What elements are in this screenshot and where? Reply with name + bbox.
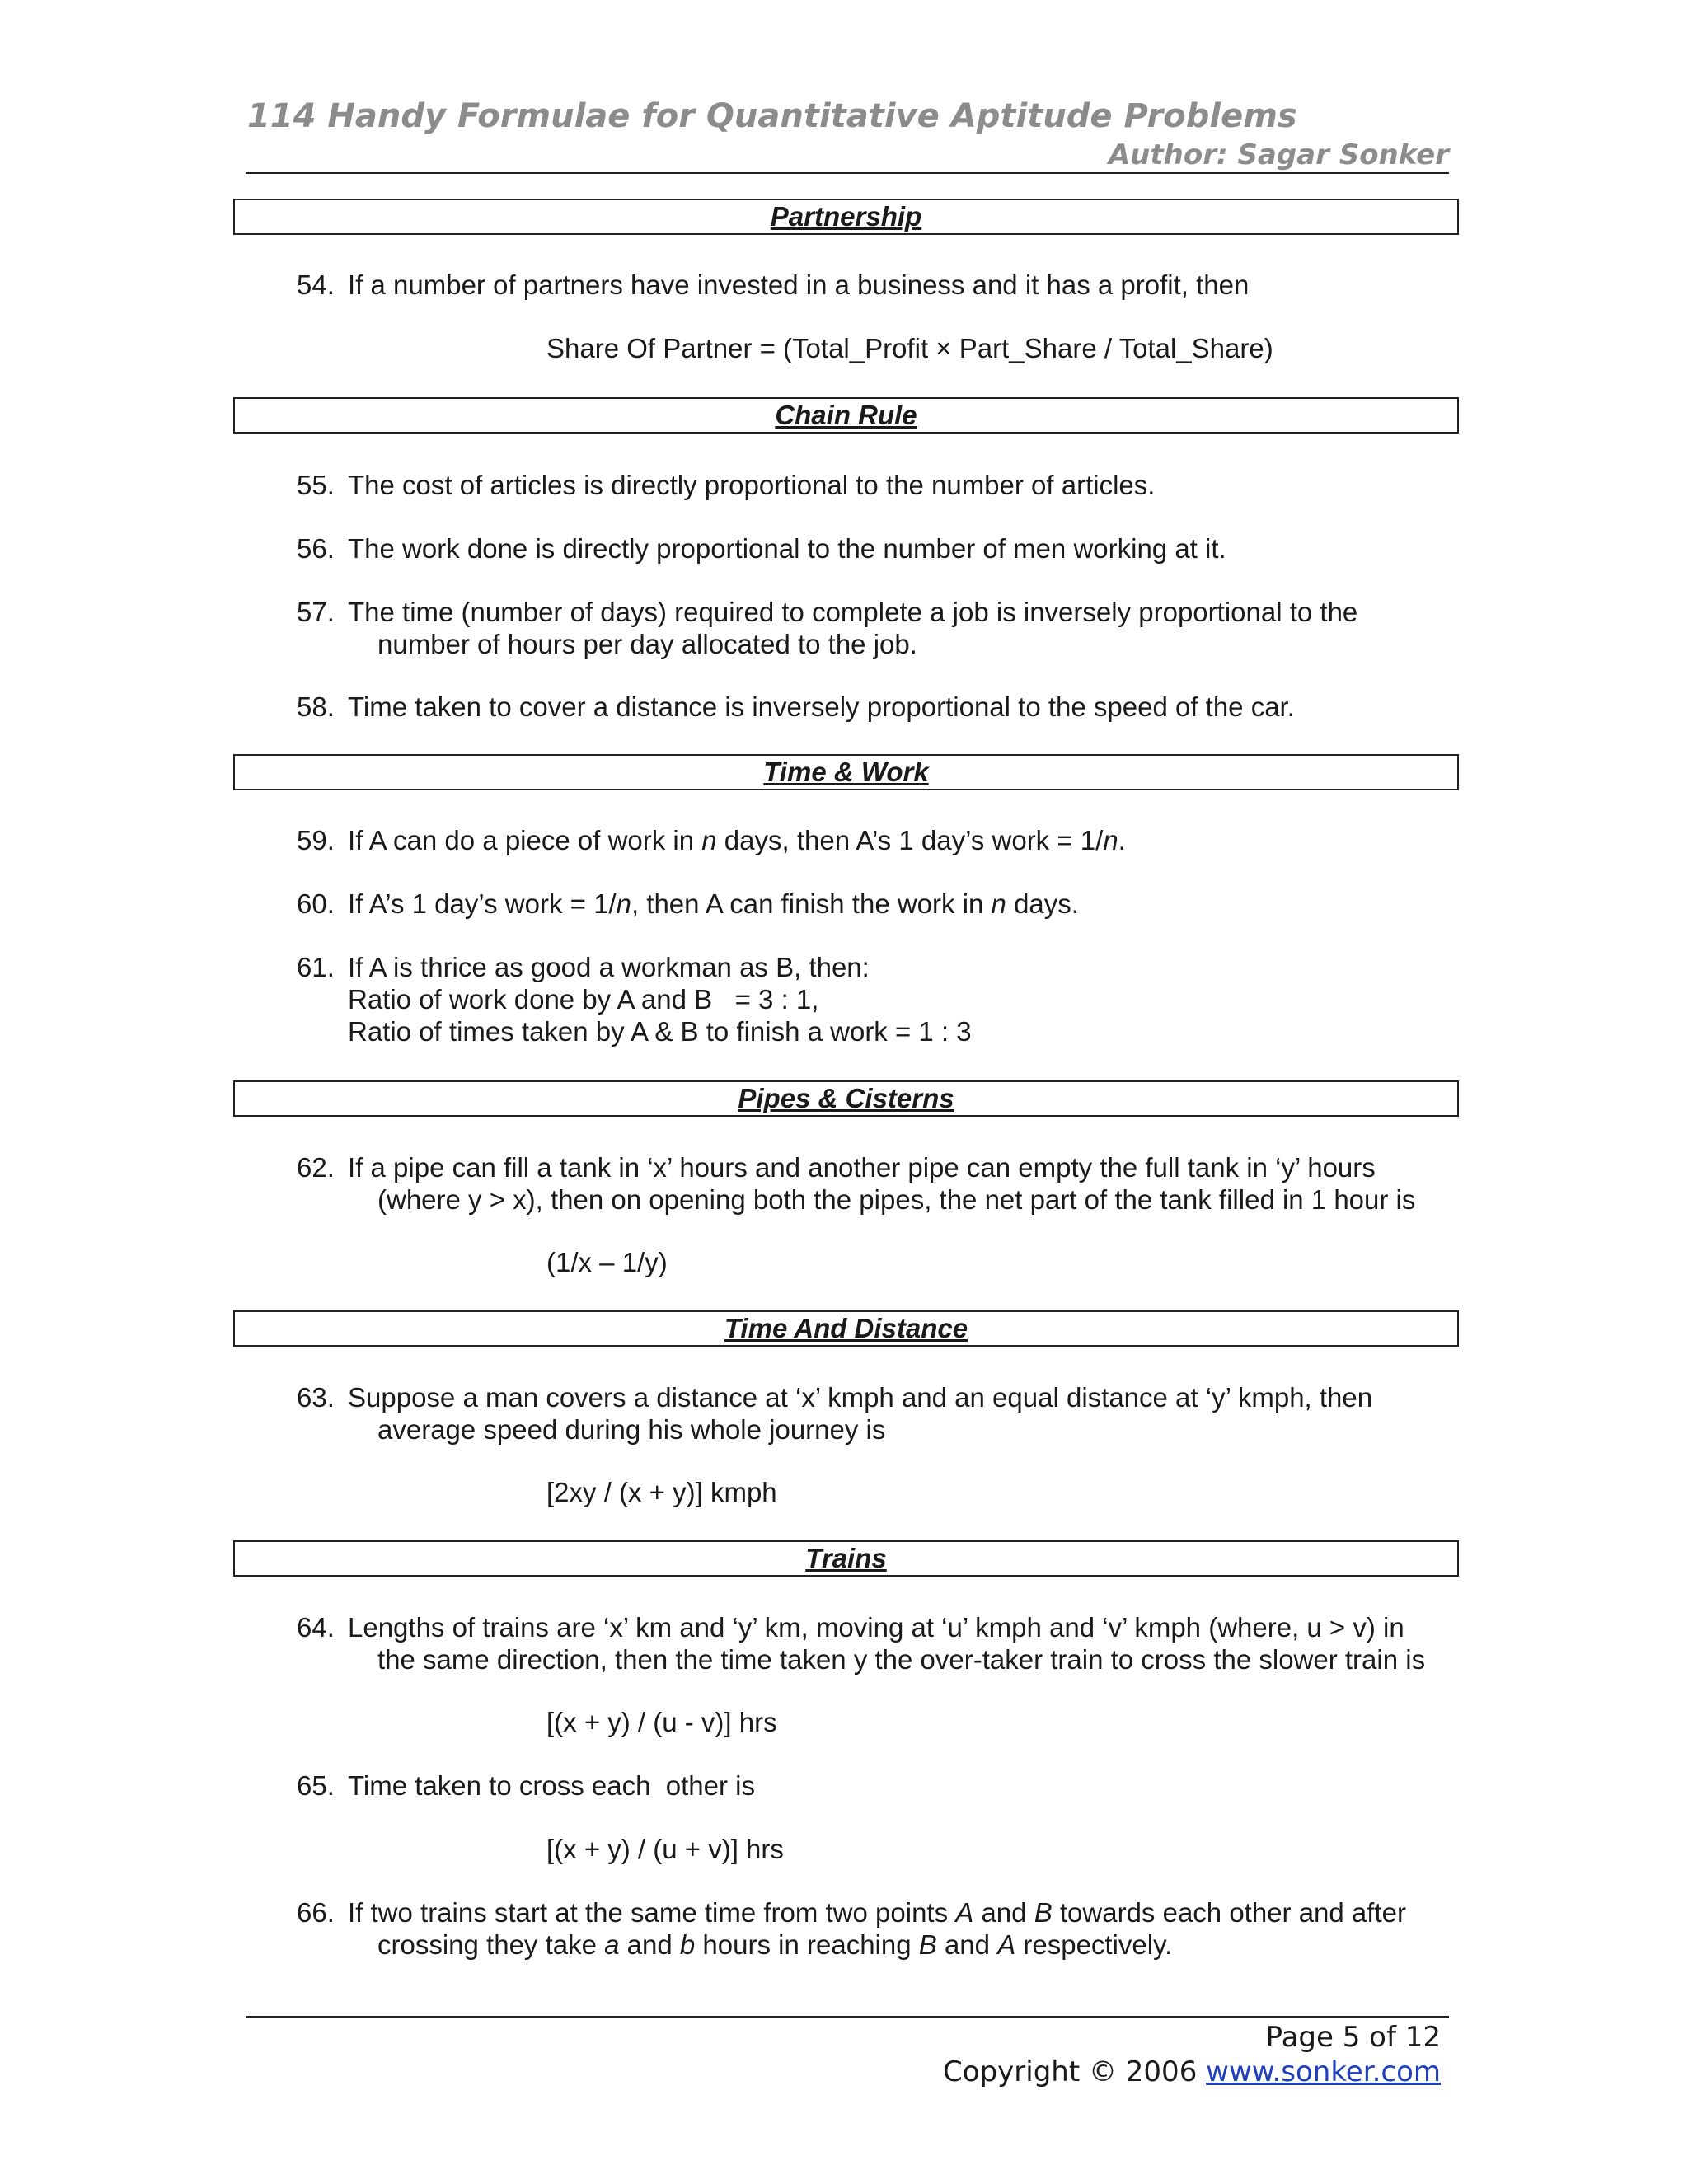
formula-62: (1/x – 1/y) xyxy=(546,1247,668,1277)
variable-b: b xyxy=(679,1929,696,1960)
text-run: If two trains start at the same time from two points xyxy=(348,1897,956,1928)
point-a: A xyxy=(955,1897,974,1928)
item-text: Suppose a man covers a distance at ‘x’ kmph and an equal distance at ‘y’ kmph, then xyxy=(348,1382,1373,1413)
section-heading-pipes-cisterns: Pipes & Cisterns xyxy=(233,1080,1459,1117)
item-text-continued: the same direction, then the time taken y the over-taker train to cross the slower train is xyxy=(377,1644,1426,1675)
item-text-continued xyxy=(377,1929,1172,1961)
item-number: 58. xyxy=(297,691,335,722)
item-number: 55. xyxy=(297,470,335,500)
formula-64: [(x + y) / (u - v)] hrs xyxy=(546,1707,777,1737)
item-text xyxy=(348,824,1126,856)
document-author: Author: Sagar Sonker xyxy=(1108,138,1449,171)
text-run: respectively. xyxy=(1015,1929,1173,1960)
item-text: Lengths of trains are ‘x’ km and ‘y’ km, moving at ‘u’ kmph and ‘v’ kmph (where, u > v) in xyxy=(348,1612,1404,1643)
item-text-continued: average speed during his whole journey is xyxy=(377,1414,886,1445)
section-heading-partnership: Partnership xyxy=(233,199,1459,235)
item-text xyxy=(348,888,1079,920)
item-text: The work done is directly proportional to the number of men working at it. xyxy=(348,533,1226,564)
item-text-ratio-work: Ratio of work done by A and B = 3 : 1, xyxy=(348,984,819,1015)
variable-n: n xyxy=(701,825,717,855)
text-run: hours in reaching xyxy=(695,1929,919,1960)
item-number: 59. xyxy=(297,825,335,855)
item-number: 54. xyxy=(297,269,335,300)
item-text: If a number of partners have invested in a business and it has a profit, then xyxy=(348,269,1250,300)
item-number: 61. xyxy=(297,952,335,982)
header-divider xyxy=(246,172,1449,174)
copyright-notice xyxy=(943,2055,1441,2088)
website-link[interactable]: www.sonker.com xyxy=(1206,2055,1441,2088)
text-run: and xyxy=(973,1897,1034,1928)
formula-63: [2xy / (x + y)] kmph xyxy=(546,1477,777,1507)
item-number: 63. xyxy=(297,1382,335,1413)
item-number: 62. xyxy=(297,1152,335,1183)
text-run: If A’s 1 day’s work = 1/ xyxy=(348,888,617,919)
text-run: towards each other and after xyxy=(1052,1897,1406,1928)
item-number: 66. xyxy=(297,1897,335,1928)
section-heading-time-distance: Time And Distance xyxy=(233,1310,1459,1347)
item-number: 57. xyxy=(297,597,335,627)
item-text: Time taken to cover a distance is inversely proportional to the speed of the car. xyxy=(348,691,1295,722)
item-text: The cost of articles is directly proportional to the number of articles. xyxy=(348,470,1156,500)
section-heading-chain-rule: Chain Rule xyxy=(233,397,1459,434)
item-text-ratio-time: Ratio of times taken by A & B to finish a work = 1 : 3 xyxy=(348,1016,972,1047)
section-heading-time-work: Time & Work xyxy=(233,754,1459,790)
text-run: and xyxy=(936,1929,998,1960)
item-text: If A is thrice as good a workman as B, then: xyxy=(348,952,870,982)
item-text-continued: (where y > x), then on opening both the pipes, the net part of the tank filled in 1 hour is xyxy=(377,1184,1416,1215)
item-number: 56. xyxy=(297,533,335,564)
text-run: . xyxy=(1118,825,1126,855)
text-run: If A can do a piece of work in xyxy=(348,825,702,855)
item-text: Time taken to cross each other is xyxy=(348,1770,755,1801)
item-number: 60. xyxy=(297,888,335,919)
text-run: days, then A’s 1 day’s work = 1/ xyxy=(716,825,1104,855)
document-title: 114 Handy Formulae for Quantitative Aptitude Problems xyxy=(247,97,1297,135)
formula-65: [(x + y) / (u + v)] hrs xyxy=(546,1834,784,1864)
item-text: The time (number of days) required to complete a job is inversely proportional to the xyxy=(348,597,1358,627)
point-b: B xyxy=(1034,1897,1053,1928)
variable-a: a xyxy=(604,1929,620,1960)
variable-n: n xyxy=(616,888,631,919)
item-text-continued: number of hours per day allocated to the job. xyxy=(377,629,917,659)
item-number: 64. xyxy=(297,1612,335,1643)
footer-divider xyxy=(246,2016,1449,2018)
item-number: 65. xyxy=(297,1770,335,1801)
copyright-text: Copyright © 2006 xyxy=(943,2055,1207,2088)
variable-n: n xyxy=(991,888,1006,919)
text-run: and xyxy=(619,1929,680,1960)
point-a: A xyxy=(997,1929,1016,1960)
section-heading-trains: Trains xyxy=(233,1540,1459,1577)
variable-n: n xyxy=(1103,825,1118,855)
text-run: crossing they take xyxy=(377,1929,605,1960)
text-run: , then A can finish the work in xyxy=(631,888,992,919)
point-b: B xyxy=(918,1929,937,1960)
formula-54: Share Of Partner = (Total_Profit × Part_Share / Total_Share) xyxy=(546,333,1273,363)
page-number: Page 5 of 12 xyxy=(1265,2021,1441,2054)
text-run: days. xyxy=(1006,888,1079,919)
item-text xyxy=(348,1896,1406,1929)
item-text: If a pipe can fill a tank in ‘x’ hours and another pipe can empty the full tank in ‘y’ hours xyxy=(348,1152,1376,1183)
